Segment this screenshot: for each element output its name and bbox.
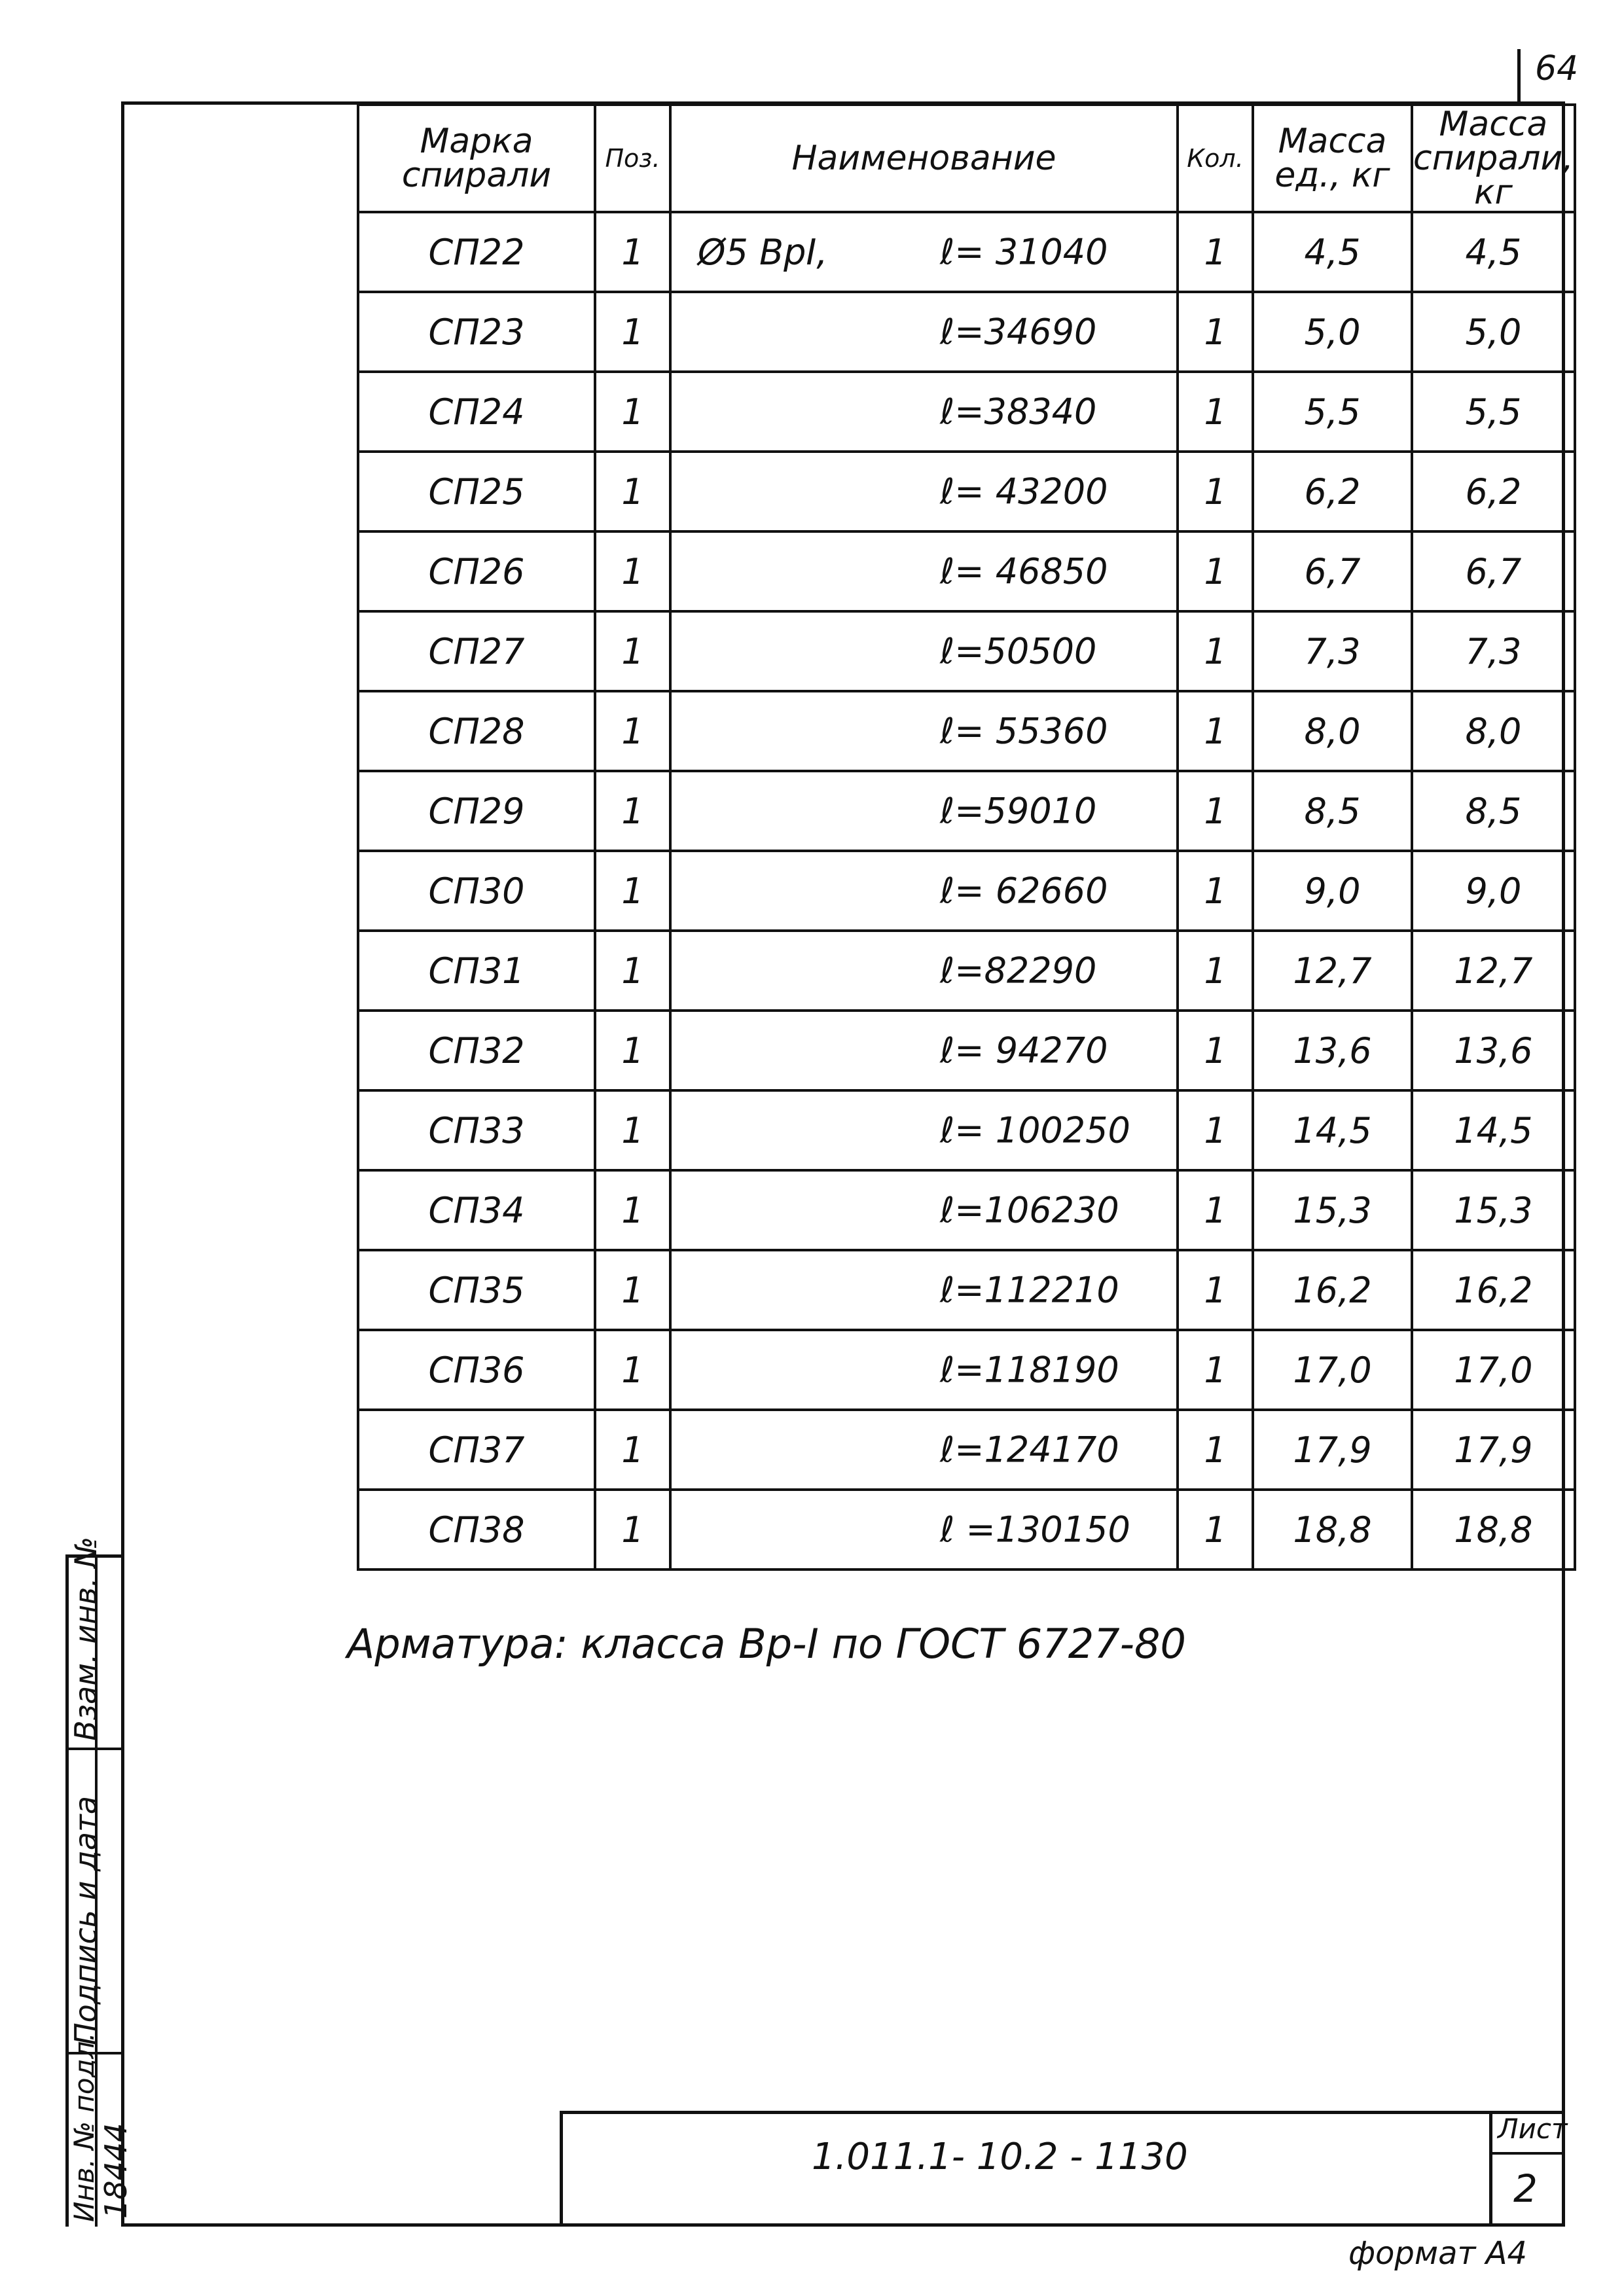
table-row xyxy=(358,212,1575,292)
cell-length: ℓ= 43200 xyxy=(940,471,1108,512)
cell-spiral-mass: 15,3 xyxy=(1412,1170,1575,1250)
cell-spiral-mass: 5,0 xyxy=(1412,292,1575,372)
cell-length: ℓ=38340 xyxy=(940,391,1097,433)
cell-qty: 1 xyxy=(1178,1011,1253,1090)
cell-spiral-mass: 5,5 xyxy=(1412,372,1575,452)
cell-length: ℓ= 100250 xyxy=(940,1109,1130,1151)
cell-length: ℓ= 31040 xyxy=(940,231,1108,273)
cell-name xyxy=(670,1090,1178,1170)
cell-spiral-mass: 12,7 xyxy=(1412,931,1575,1011)
cell-name xyxy=(670,212,1178,292)
cell-name xyxy=(670,452,1178,531)
cell-length: ℓ=50500 xyxy=(940,630,1097,672)
cell-pos: 1 xyxy=(595,372,670,452)
cell-spiral-mass: 6,7 xyxy=(1412,531,1575,611)
table-row xyxy=(358,452,1575,531)
cell-length: ℓ=118190 xyxy=(940,1349,1119,1391)
sheet-number: 2 xyxy=(1513,2166,1538,2211)
cell-mark: СП32 xyxy=(358,1011,595,1090)
cell-name xyxy=(670,1170,1178,1250)
cell-pos: 1 xyxy=(595,452,670,531)
table-header-row xyxy=(358,105,1575,212)
cell-qty: 1 xyxy=(1178,1250,1253,1330)
cell-unit-mass: 14,5 xyxy=(1253,1090,1412,1170)
cell-diameter: Ø5 BpI, xyxy=(698,231,828,273)
cell-spiral-mass: 13,6 xyxy=(1412,1011,1575,1090)
sheet-divider xyxy=(1490,2152,1565,2155)
cell-length: ℓ= 46850 xyxy=(940,550,1108,592)
table-row xyxy=(358,1250,1575,1330)
cell-qty: 1 xyxy=(1178,931,1253,1011)
cell-length: ℓ=82290 xyxy=(940,950,1097,992)
cell-unit-mass: 13,6 xyxy=(1253,1011,1412,1090)
cell-length: ℓ= 62660 xyxy=(940,870,1108,912)
cell-unit-mass: 12,7 xyxy=(1253,931,1412,1011)
cell-spiral-mass: 7,3 xyxy=(1412,611,1575,691)
sheet-label: Лист xyxy=(1498,2113,1568,2145)
cell-spiral-mass: 17,0 xyxy=(1412,1330,1575,1410)
table-row xyxy=(358,1490,1575,1570)
cell-mark: СП23 xyxy=(358,292,595,372)
cell-pos: 1 xyxy=(595,292,670,372)
side-inv-value: 18444 xyxy=(98,2123,134,2219)
cell-name xyxy=(670,1410,1178,1490)
table-row xyxy=(358,531,1575,611)
table-row xyxy=(358,931,1575,1011)
cell-qty: 1 xyxy=(1178,771,1253,851)
reinforcement-note: Арматура: класса Bp-I по ГОСТ 6727-80 xyxy=(347,1620,1186,1668)
cell-name xyxy=(670,611,1178,691)
cell-spiral-mass: 18,8 xyxy=(1412,1490,1575,1570)
cell-qty: 1 xyxy=(1178,611,1253,691)
document-code: 1.011.1- 10.2 - 1130 xyxy=(812,2136,1188,2178)
cell-name xyxy=(670,531,1178,611)
cell-unit-mass: 8,0 xyxy=(1253,691,1412,771)
cell-pos: 1 xyxy=(595,851,670,931)
side-replaced-inv: Взам. инв. № xyxy=(68,1536,103,1741)
table-row xyxy=(358,1170,1575,1250)
page-number: 64 xyxy=(1535,49,1579,88)
cell-name xyxy=(670,691,1178,771)
cell-length: ℓ= 55360 xyxy=(940,710,1108,752)
cell-name xyxy=(670,1250,1178,1330)
cell-name xyxy=(670,931,1178,1011)
cell-qty: 1 xyxy=(1178,531,1253,611)
table-row xyxy=(358,1090,1575,1170)
cell-pos: 1 xyxy=(595,531,670,611)
table-row xyxy=(358,1410,1575,1490)
cell-mark: СП36 xyxy=(358,1330,595,1410)
table-row xyxy=(358,1011,1575,1090)
cell-qty: 1 xyxy=(1178,1170,1253,1250)
header-mark: Марка спирали xyxy=(358,105,595,212)
cell-length: ℓ=106230 xyxy=(940,1189,1119,1231)
cell-length: ℓ=112210 xyxy=(940,1269,1119,1311)
cell-qty: 1 xyxy=(1178,1490,1253,1570)
cell-name xyxy=(670,851,1178,931)
cell-unit-mass: 17,9 xyxy=(1253,1410,1412,1490)
header-qty: Кол. xyxy=(1178,105,1253,212)
cell-pos: 1 xyxy=(595,1490,670,1570)
cell-pos: 1 xyxy=(595,1250,670,1330)
table-row xyxy=(358,1330,1575,1410)
cell-pos: 1 xyxy=(595,1410,670,1490)
cell-unit-mass: 15,3 xyxy=(1253,1170,1412,1250)
side-inv-no: Инв. № подл. xyxy=(68,2032,100,2222)
table-row xyxy=(358,851,1575,931)
cell-unit-mass: 18,8 xyxy=(1253,1490,1412,1570)
cell-spiral-mass: 6,2 xyxy=(1412,452,1575,531)
cell-pos: 1 xyxy=(595,1170,670,1250)
cell-pos: 1 xyxy=(595,771,670,851)
cell-mark: СП33 xyxy=(358,1090,595,1170)
cell-qty: 1 xyxy=(1178,1090,1253,1170)
page-number-divider xyxy=(1517,49,1521,105)
cell-spiral-mass: 9,0 xyxy=(1412,851,1575,931)
cell-name xyxy=(670,292,1178,372)
cell-spiral-mass: 14,5 xyxy=(1412,1090,1575,1170)
cell-mark: СП29 xyxy=(358,771,595,851)
cell-qty: 1 xyxy=(1178,212,1253,292)
cell-spiral-mass: 8,0 xyxy=(1412,691,1575,771)
cell-spiral-mass: 4,5 xyxy=(1412,212,1575,292)
cell-pos: 1 xyxy=(595,1090,670,1170)
cell-pos: 1 xyxy=(595,931,670,1011)
cell-unit-mass: 9,0 xyxy=(1253,851,1412,931)
cell-pos: 1 xyxy=(595,1330,670,1410)
cell-length: ℓ=59010 xyxy=(940,790,1097,832)
cell-length: ℓ=34690 xyxy=(940,311,1097,353)
cell-mark: СП27 xyxy=(358,611,595,691)
cell-unit-mass: 6,7 xyxy=(1253,531,1412,611)
cell-qty: 1 xyxy=(1178,1330,1253,1410)
table-row xyxy=(358,771,1575,851)
cell-name xyxy=(670,1330,1178,1410)
cell-length: ℓ=124170 xyxy=(940,1429,1119,1471)
cell-pos: 1 xyxy=(595,691,670,771)
cell-length: ℓ =130150 xyxy=(940,1509,1130,1551)
table-row xyxy=(358,691,1575,771)
cell-spiral-mass: 8,5 xyxy=(1412,771,1575,851)
cell-unit-mass: 5,0 xyxy=(1253,292,1412,372)
cell-name xyxy=(670,372,1178,452)
cell-qty: 1 xyxy=(1178,292,1253,372)
cell-mark: СП31 xyxy=(358,931,595,1011)
header-unit-mass: Масса ед., кг xyxy=(1253,105,1412,212)
cell-name xyxy=(670,1490,1178,1570)
cell-mark: СП34 xyxy=(358,1170,595,1250)
cell-qty: 1 xyxy=(1178,372,1253,452)
cell-unit-mass: 17,0 xyxy=(1253,1330,1412,1410)
cell-pos: 1 xyxy=(595,611,670,691)
cell-mark: СП24 xyxy=(358,372,595,452)
cell-mark: СП25 xyxy=(358,452,595,531)
cell-unit-mass: 4,5 xyxy=(1253,212,1412,292)
cell-name xyxy=(670,771,1178,851)
cell-qty: 1 xyxy=(1178,452,1253,531)
cell-mark: СП38 xyxy=(358,1490,595,1570)
cell-mark: СП26 xyxy=(358,531,595,611)
cell-unit-mass: 7,3 xyxy=(1253,611,1412,691)
cell-pos: 1 xyxy=(595,212,670,292)
cell-mark: СП37 xyxy=(358,1410,595,1490)
cell-spiral-mass: 16,2 xyxy=(1412,1250,1575,1330)
cell-name xyxy=(670,1011,1178,1090)
cell-pos: 1 xyxy=(595,1011,670,1090)
cell-length: ℓ= 94270 xyxy=(940,1030,1108,1071)
header-name: Наименование xyxy=(670,105,1178,212)
cell-unit-mass: 6,2 xyxy=(1253,452,1412,531)
cell-unit-mass: 16,2 xyxy=(1253,1250,1412,1330)
side-stamp-rule xyxy=(65,1748,121,1750)
cell-unit-mass: 5,5 xyxy=(1253,372,1412,452)
header-pos: Поз. xyxy=(595,105,670,212)
cell-mark: СП28 xyxy=(358,691,595,771)
table-row xyxy=(358,372,1575,452)
cell-mark: СП35 xyxy=(358,1250,595,1330)
cell-spiral-mass: 17,9 xyxy=(1412,1410,1575,1490)
format-label: формат А4 xyxy=(1348,2235,1528,2272)
cell-mark: СП30 xyxy=(358,851,595,931)
spiral-spec-table xyxy=(357,103,1576,1571)
cell-qty: 1 xyxy=(1178,1410,1253,1490)
cell-mark: СП22 xyxy=(358,212,595,292)
table-row xyxy=(358,292,1575,372)
header-spiral-mass: Масса спирали, кг xyxy=(1413,105,1574,212)
cell-qty: 1 xyxy=(1178,851,1253,931)
cell-unit-mass: 8,5 xyxy=(1253,771,1412,851)
table-row xyxy=(358,611,1575,691)
side-signature-date: Подпись и дата xyxy=(68,1795,103,2045)
cell-qty: 1 xyxy=(1178,691,1253,771)
